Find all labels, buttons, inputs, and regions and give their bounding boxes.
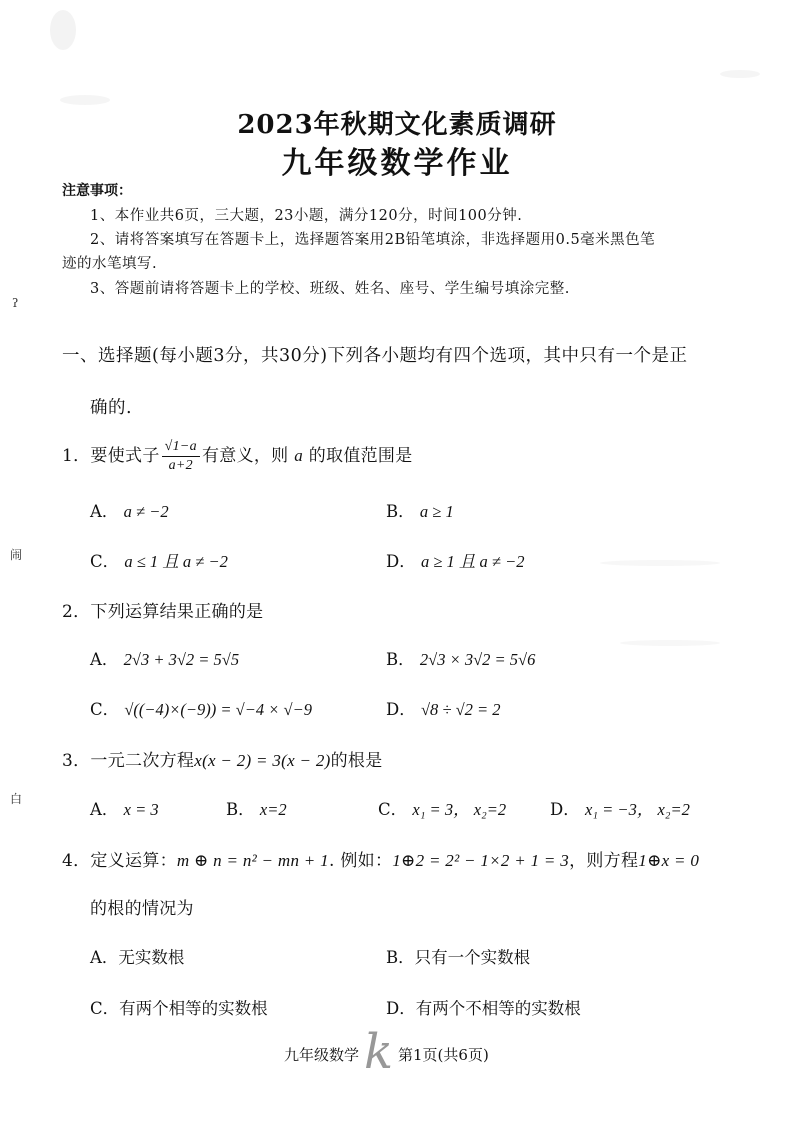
section-heading-cont: 确的. — [90, 398, 133, 418]
fraction-denominator: a+2 — [168, 458, 193, 473]
option-letter: A． — [90, 800, 119, 819]
option-expr: a ≤ 1 且 a ≠ −2 — [124, 552, 228, 571]
example: 1⊕2 = 2² − 1×2 + 1 = 3 — [392, 851, 570, 870]
option-d: D．有两个不相等的实数根 — [386, 999, 581, 1018]
paper-stain — [720, 70, 760, 78]
notice-item: 2、请将答案填写在答题卡上，选择题答案用2B铅笔填涂，非选择题用0.5毫米黑色笔 — [90, 232, 656, 248]
option-expr: 2√3 + 3√2 = 5√5 — [123, 650, 240, 669]
option-b — [386, 646, 535, 670]
option-letter: B． — [386, 650, 415, 669]
option-letter: C． — [378, 800, 408, 819]
page-title: 2023年秋期文化素质调研 — [237, 110, 557, 140]
question-text: 3．一元二次方程 — [62, 751, 195, 771]
variable: a — [294, 446, 303, 465]
paper-stain — [600, 560, 720, 566]
option-letter: C． — [90, 552, 120, 571]
notice-item: 3、答题前请将答题卡上的学校、班级、姓名、座号、学生编号填涂完整. — [90, 281, 570, 297]
option-letter: D． — [386, 700, 416, 719]
option-letter: D． — [550, 800, 580, 819]
question-text: 4．定义运算： — [62, 851, 177, 871]
footer-page-number: 第1页(共6页) — [398, 1046, 489, 1064]
option-expr: √8 ÷ √2 = 2 — [420, 700, 501, 719]
question-3 — [62, 746, 383, 771]
question-2: 2．下列运算结果正确的是 — [62, 602, 264, 622]
question-1 — [62, 440, 413, 473]
option-a: A．无实数根 — [90, 948, 185, 967]
option-expr: a ≠ −2 — [123, 502, 169, 521]
question-text: ，则方程 — [569, 851, 639, 871]
paper-stain — [50, 10, 76, 50]
margin-char: 白 — [10, 792, 23, 806]
option-b: B．只有一个实数根 — [386, 948, 531, 967]
question-text: 有意义，则 — [201, 446, 289, 466]
question-text: . 例如： — [328, 851, 393, 871]
question-text: 的取值范围是 — [308, 446, 413, 466]
option-d — [550, 796, 690, 820]
option-a — [90, 498, 169, 522]
option-expr: x = 3 — [123, 800, 159, 819]
option-d — [386, 548, 524, 572]
fraction — [162, 440, 200, 473]
question-text: 的根是 — [330, 751, 383, 771]
option-c — [90, 696, 312, 720]
option-d — [386, 696, 501, 720]
fraction-numerator: √1−a — [162, 440, 200, 457]
k-watermark: k — [364, 1024, 394, 1080]
option-expr: a ≥ 1 — [419, 502, 454, 521]
option-letter: A． — [90, 502, 119, 521]
option-expr: x₁ = −3， x₂=2 — [584, 800, 690, 819]
option-letter: A． — [90, 650, 119, 669]
option-a — [90, 646, 239, 670]
equation: 1⊕x = 0 — [638, 851, 700, 870]
option-letter: B． — [386, 502, 415, 521]
option-a — [90, 796, 159, 820]
page-subtitle: 九年级数学作业 — [281, 146, 513, 181]
notice-heading: 注意事项： — [62, 183, 132, 199]
option-letter: B． — [226, 800, 255, 819]
option-b — [386, 498, 454, 522]
margin-char: 闹 — [10, 548, 23, 562]
option-expr: a ≥ 1 且 a ≠ −2 — [420, 552, 525, 571]
question-4-cont: 的根的情况为 — [90, 899, 194, 919]
option-c — [378, 796, 506, 820]
question-4 — [62, 846, 699, 871]
option-c — [90, 548, 228, 572]
option-c: C．有两个相等的实数根 — [90, 999, 268, 1018]
option-b — [226, 796, 287, 820]
equation: x(x − 2) = 3(x − 2) — [194, 751, 331, 770]
notice-item: 迹的水笔填写. — [62, 256, 158, 272]
notice-item: 1、本作业共6页，三大题，23小题，满分120分，时间100分钟. — [90, 208, 523, 224]
option-expr: 2√3 × 3√2 = 5√6 — [419, 650, 536, 669]
option-expr: x₁ = 3， x₂=2 — [412, 800, 507, 819]
option-letter: C． — [90, 700, 120, 719]
definition: m ⊕ n = n² − mn + 1 — [176, 851, 329, 870]
paper-stain — [620, 640, 720, 646]
section-heading: 一、选择题(每小题3分，共30分)下列各小题均有四个选项，其中只有一个是正 — [62, 346, 688, 366]
margin-char: ʔ — [12, 296, 19, 310]
option-letter: D． — [386, 552, 416, 571]
option-expr: √((−4)×(−9)) = √−4 × √−9 — [124, 700, 312, 719]
footer-subject: 九年级数学 — [284, 1046, 360, 1064]
option-expr: x=2 — [259, 800, 287, 819]
question-text: 1．要使式子 — [62, 446, 160, 466]
